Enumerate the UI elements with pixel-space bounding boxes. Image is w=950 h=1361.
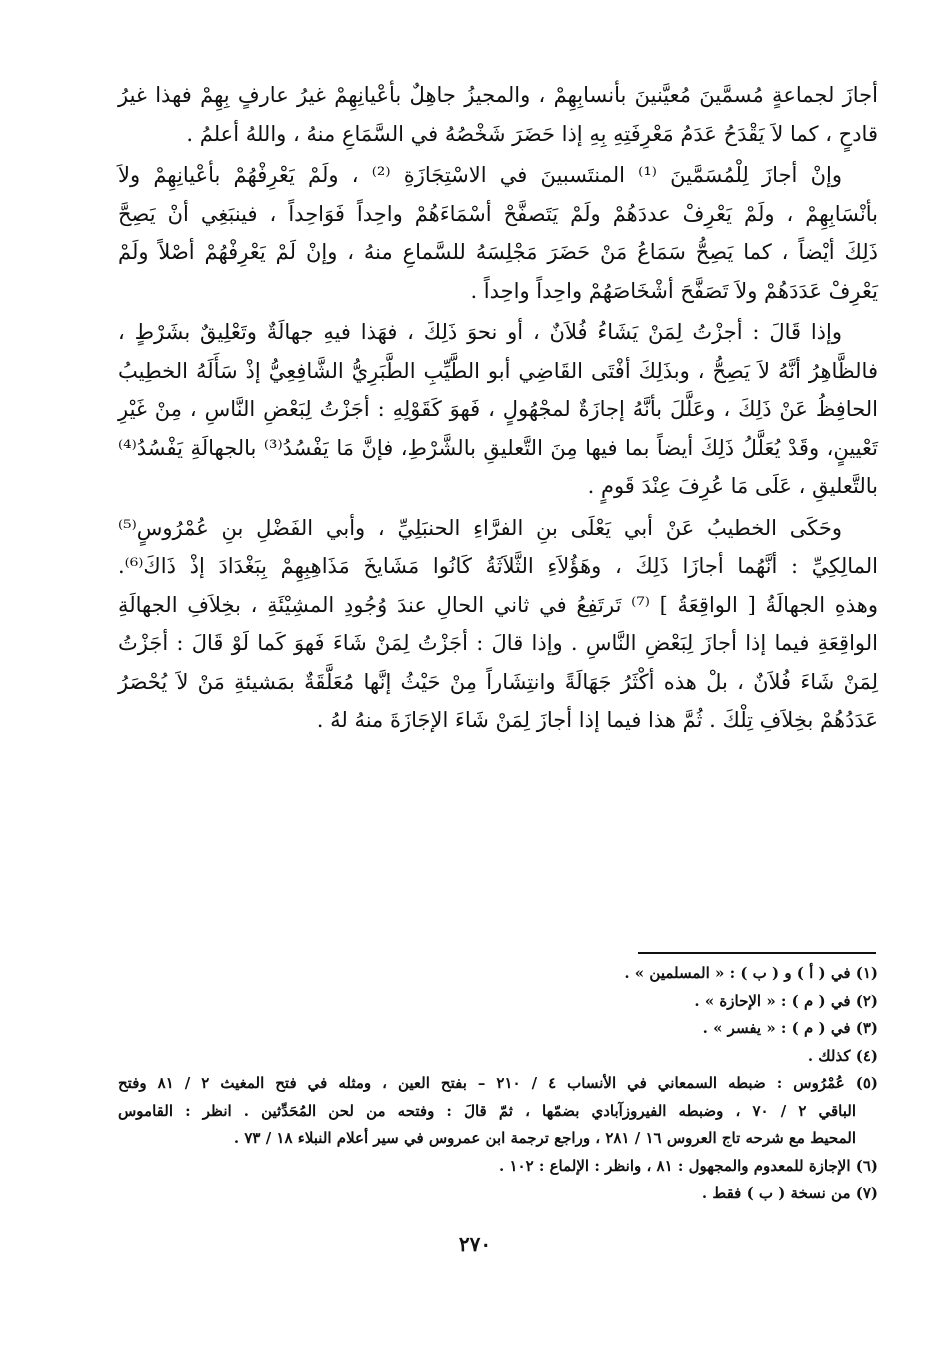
footnotes [118,960,878,1208]
footnote-3: (٣) في ( م ) : « يفسر » . [702,1019,878,1037]
text-line: ذَلِكَ أيْضاً ، كما يَصِحُّ سَمَاعُ مَنْ حَضَرَ مَجْلِسَهُ للسَّماعِ منهُ ، وإنْ لَمْ يَعْرِفْهُمْ أصْلاً ولَمْ [118,240,878,264]
footnote-5-cont: الباقي ٢ / ٧٠ ، وضبطه الفيروزآبادي بضمّها ، ثمّ قالَ : وفتحه من لحن المُحَدِّثين . انظر : القاموس [118,1101,856,1120]
text-line: عَدَدُهُمْ بخِلاَفِ تِلْكَ . ثُمَّ هذا فيما إذا أجازَ لِمَنْ شَاءَ الإجَازَةَ منهُ لهُ . [316,708,878,732]
footnote-1: (١) في ( أ ) و ( ب ) : « المسلمين » . [624,964,878,982]
text-line: يَعْرِفْ عَدَدَهُمْ ولاَ تَصَفَّحَ أشْخَاصَهُمْ واحِداً واحِداً . [470,278,878,303]
text-line: وحَكَى الخطيبُ عَنْ أبي يَعْلَى بنِ الفرَّاءِ الحنبَلِيِّ ، وأبي الفَضْلِ بنِ عُمْرُوسٍ⁽⁵⁾ [118,515,842,540]
footnote-5: (٥) عُمْرُوس : ضبطه السمعاني في الأنساب ٤ / ٢١٠ – بفتح العين ، ومثله في فتح المغيث ٢ / ٨١ وفتح [118,1074,878,1092]
text-line: وإذا قَالَ : أجزْتُ لِمَنْ يَشَاءُ فُلاَنٌ ، أو نحوَ ذَلِكَ ، فهَذا فيهِ جهالَةٌ وتَعْلِيقٌ بشَرْطٍ ، [118,320,842,344]
text-line: بالتَّعليقِ ، عَلَى مَا عُرِفَ عِنْدَ قَومٍ . [587,474,878,498]
text-line: الحافِظُ عَنْ ذَلِكَ ، وعَلَّلَ بأنَّهُ إجازَةٌ لمجْهُولٍ ، فَهوَ كَقَوْلِهِ : أجَزْتُ لِبَعْضِ النَّاسِ ، مِنْ غَيْرِ [118,397,878,421]
paragraph-2 [118,156,878,310]
text-line: بأنْسَابِهِمْ ، ولَمْ يَعْرِفْ عددَهُمْ ولَمْ يَتَصفَّحْ أسْمَاءَهُمْ واحِداً فَوَاحِداً ، فينبَغِي أنْ يَصِحَّ [118,201,878,226]
text-line: تَعْيينٍ، وقَدْ يُعَلَّلُ ذَلِكَ أيضاً بما فيها مِنَ التَّعليقِ بالشَّرْطِ، فإنَّ مَا يَفْسُدُ⁽³⁾ بالجهالَةِ يَفْسُدُ⁽⁴⁾ [118,435,878,460]
main-text [118,76,878,743]
text-line: الواقِعَةِ فيما إذا أجازَ لِبَعْضِ النَّاسِ . وإذا قالَ : أجَزْتُ لِمَنْ شَاءَ فَهوَ كَما لَوْ قَالَ : أجَزْتُ [118,631,878,655]
footnote-2: (٢) في ( م ) : « الإحازة » . [694,991,878,1010]
footnote-4: (٤) كذلك . [807,1046,878,1065]
page-number: ٢٧٠ [458,1232,492,1256]
text-line: أجازَ لجماعةٍ مُسمَّينَ مُعيَّنينَ بأنسابِهِمْ ، والمجيزُ جاهِلٌ بأعْيانِهِمْ غيرُ عارفٍ بِهِمْ فهذا غيرُ [118,83,878,107]
footnote-7: (٧) من نسخة ( ب ) فقط . [701,1184,878,1202]
paragraph-4 [118,509,878,740]
paragraph-3 [118,313,878,506]
footnote-6: (٦) الإجازة للمعدوم والمجهول : ٨١ ، وانظر : الإلماع : ١٠٢ . [499,1156,878,1175]
text-line: قادحٍ ، كما لاَ يَقْدَحُ عَدَمُ مَعْرِفَتِهِ بِهِ إذا حَضَرَ شَخْصُهُ في السَّمَاعِ منهُ ، واللهُ أعلمُ . [186,121,878,146]
text-line: المالِكِيِّ : أنَّهُما أجازَا ذَلِكَ ، وهَؤُلاَءِ الثَّلاَثَةُ كَانُوا مَشَايخَ مَذَاهِبِهِمْ بِبَغْدَادَ إذْ ذَاكَ⁽⁶⁾. [118,554,878,578]
footnote-divider [638,952,876,954]
text-line: فالظَّاهِرُ أنَّهُ لاَ يَصِحُّ ، وبذَلِكَ أفْتَى القَاضِي أبو الطَّيِّبِ الطَّبَرِيُّ الشَّافِعِيُّ إذْ سَأَلَهُ الخطِيبُ [118,358,878,383]
paragraph-1 [118,76,878,153]
text-line: وهذهِ الجهالَةُ [ الواقِعَةُ ] ⁽⁷⁾ تَرتَفِعُ في ثاني الحالِ عندَ وُجُودِ المشِيْئَةِ ، بخِلاَفِ الجهالَةِ [118,592,879,617]
footnote-5-cont: المحيط مع شرحه تاج العروس ١٦ / ٢٨١ ، وراجع ترجمة ابن عمروس في سير أعلام النبلاء ١٨ / ٧٣ . [233,1129,856,1147]
text-line: وإنْ أجازَ لِلْمُسَمَّينَ ⁽¹⁾ المنتَسبينَ في الاسْتِجَازَةِ ⁽²⁾ ، ولَمْ يَعْرِفْهُمْ بأعْيانِهِمْ ولاَ [118,163,843,187]
text-line: لِمَنْ شَاءَ فُلاَنٌ ، بلْ هذه أكْثَرُ جَهَالَةً وانتِشَاراً مِنْ حَيْثُ إنَّها مُعَلَّقَةٌ بمَشيئةِ مَنْ لاَ يُحْصَرُ [118,669,878,694]
